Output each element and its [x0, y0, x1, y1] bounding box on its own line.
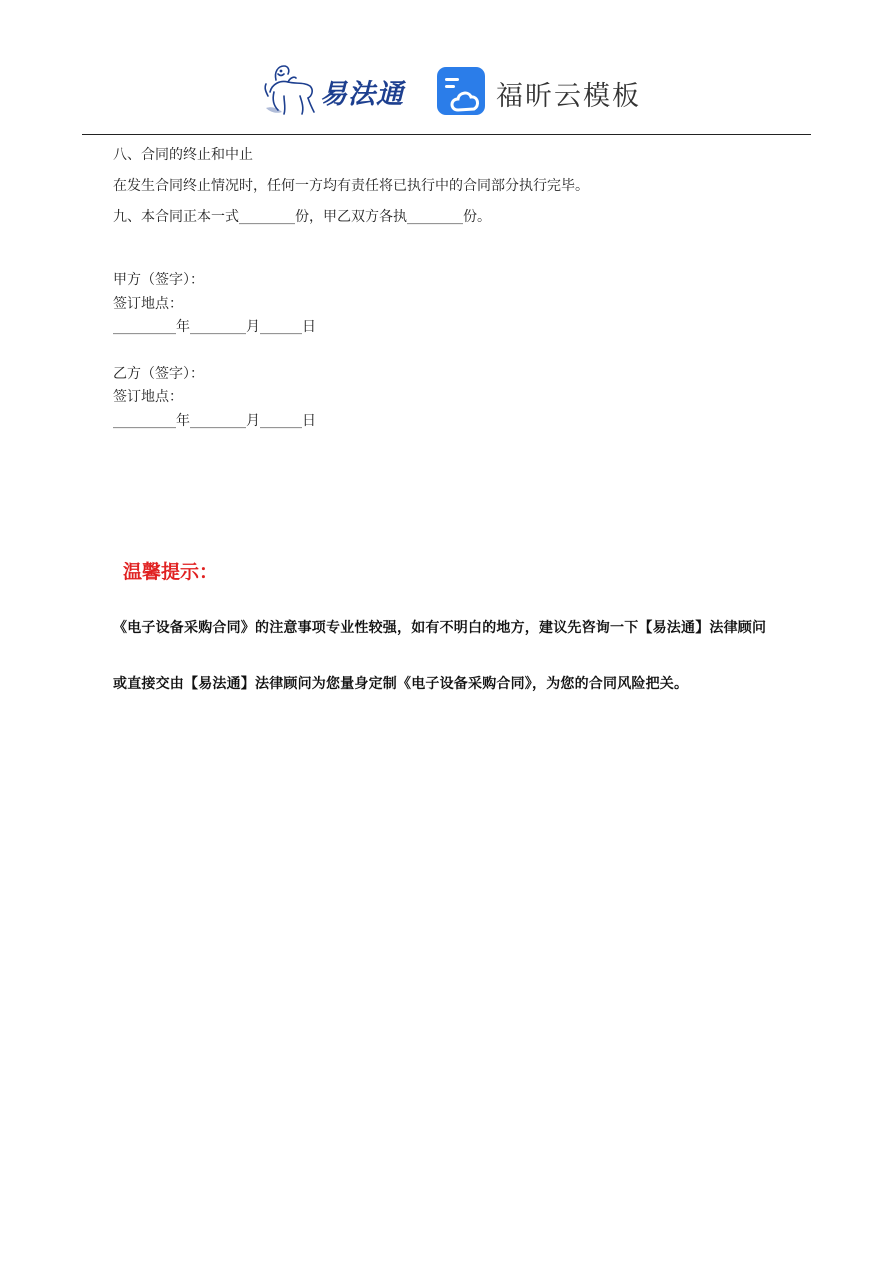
party-a-date: _________年________月______日 — [113, 319, 316, 335]
section-8-text: 在发生合同终止情况时，任何一方均有责任将已执行中的合同部分执行完毕。 — [113, 178, 589, 194]
notice-line-2: 或直接交由【易法通】法律顾问为您量身定制《电子设备采购合同》，为您的合同风险把关。 — [113, 676, 689, 692]
header-divider — [82, 134, 811, 135]
party-b-signature: 乙方（签字）： — [113, 366, 204, 382]
section-9-text: 九、本合同正本一式________份，甲乙双方各执________份。 — [113, 209, 491, 225]
party-a-place: 签订地点： — [113, 296, 183, 312]
party-b-date: _________年________月______日 — [113, 413, 316, 429]
notice-line-1: 《电子设备采购合同》的注意事项专业性较强，如有不明白的地方，建议先咨询一下【易法通】法律顾问 — [113, 620, 767, 636]
document-cloud-icon — [436, 66, 488, 118]
foxit-template-logo — [436, 66, 641, 118]
yifatong-logo — [262, 62, 412, 120]
foxit-brand-text: 福昕云模板 — [496, 81, 641, 112]
qilin-mascot-icon — [262, 62, 322, 120]
section-8-title: 八、合同的终止和中止 — [113, 147, 253, 163]
party-a-signature: 甲方（签字）： — [113, 272, 204, 288]
notice-title: 温馨提示： — [123, 561, 219, 583]
page-header — [0, 0, 893, 136]
yifatong-brand-text: 易法通 — [320, 79, 404, 110]
party-b-place: 签订地点： — [113, 389, 183, 405]
